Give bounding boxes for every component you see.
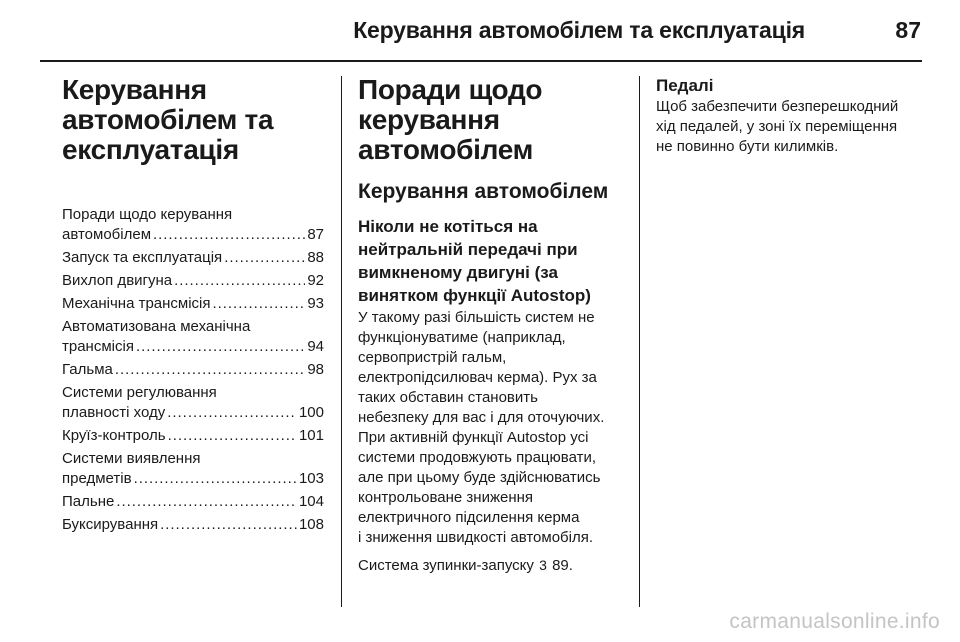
toc-leader-dots <box>116 492 297 512</box>
body-line: електропідсилювач керма). Рух за <box>358 369 597 386</box>
toc-item-exhaust[interactable] <box>62 271 324 291</box>
body-line: контрольоване зниження <box>358 489 534 506</box>
cross-reference-label: Система зупинки-запуску <box>358 557 534 574</box>
toc-item-label: Механічна трансмісія <box>62 295 211 312</box>
toc-leader-dots <box>224 248 305 268</box>
toc-leader-dots <box>213 294 306 314</box>
topic-title-line: Ніколи не котіться на <box>358 217 538 236</box>
chapter-column <box>62 75 324 538</box>
toc-item-ride-control[interactable] <box>62 383 324 423</box>
pedals-paragraph <box>656 97 928 157</box>
toc-leader-dots <box>136 337 305 357</box>
pedals-title: Педалі <box>656 76 714 95</box>
toc-item-towing[interactable] <box>62 515 324 535</box>
toc-item-prefix: Системи виявлення <box>62 450 201 467</box>
chapter-title-line: експлуатація <box>62 134 239 165</box>
chapter-title-line: автомобілем та <box>62 104 274 135</box>
topic-title-line: винятком функції Autostop) <box>358 286 591 305</box>
toc-item-page: 108 <box>298 516 324 533</box>
body-line: хід педалей, у зоні їх переміщення <box>656 118 898 135</box>
toc-item-label: автомобілем <box>62 226 152 243</box>
toc-item-label: Вихлоп двигуна <box>62 272 173 289</box>
toc-item-prefix: Автоматизована механічна <box>62 318 251 335</box>
toc-leader-dots <box>160 515 297 535</box>
body-paragraph <box>358 308 628 548</box>
toc-item-page: 92 <box>307 272 324 289</box>
toc-item-fuel[interactable] <box>62 492 324 512</box>
toc-item-object-detection[interactable] <box>62 449 324 489</box>
section-subtitle: Керування автомобілем <box>358 180 609 203</box>
body-line: не повинно бути килимків. <box>656 138 839 155</box>
body-line: Щоб забезпечити безперешкодний <box>656 98 899 115</box>
page-reference-icon: 3 <box>539 557 547 573</box>
toc-leader-dots <box>167 403 297 423</box>
chapter-title-line: Керування <box>62 74 207 105</box>
body-line: При активній функції Autostop усі <box>358 429 589 446</box>
section-title-line: Поради щодо <box>358 74 543 105</box>
pedals-column <box>656 75 928 157</box>
toc-item-page: 98 <box>307 361 324 378</box>
body-line: електричного підсилення керма <box>358 509 580 526</box>
section-title <box>358 75 628 165</box>
watermark: carmanualsonline.info <box>729 610 940 633</box>
toc-item-page: 101 <box>298 427 324 444</box>
topic-title-line: вимкненому двигуні (за <box>358 263 558 282</box>
toc-item-page: 94 <box>307 338 324 355</box>
column-divider-1 <box>341 76 342 607</box>
toc-item-page: 87 <box>307 226 324 243</box>
running-header-title: Керування автомобілем та експлуатація <box>353 17 805 43</box>
toc-item-prefix: Поради щодо керування <box>62 206 233 223</box>
section-column <box>358 75 628 576</box>
column-divider-2 <box>639 76 640 607</box>
toc-item-driving-hints[interactable] <box>62 205 324 245</box>
toc-item-prefix: Системи регулювання <box>62 384 217 401</box>
toc-leader-dots <box>174 271 305 291</box>
body-line: небезпеку для вас і для оточуючих. <box>358 409 605 426</box>
body-line: і зниження швидкості автомобіля. <box>358 529 593 546</box>
toc-item-cruise-control[interactable] <box>62 426 324 446</box>
toc-leader-dots <box>134 469 297 489</box>
toc-item-label: Круїз-контроль <box>62 427 166 444</box>
topic-title <box>358 215 628 307</box>
toc-item-label: предметів <box>62 470 132 487</box>
section-title-line: керування <box>358 104 500 135</box>
toc-item-brakes[interactable] <box>62 360 324 380</box>
body-line: функціонуватиме (наприклад, <box>358 329 566 346</box>
body-line: таких обставин становить <box>358 389 538 406</box>
toc-item-label: плавності ходу <box>62 404 166 421</box>
toc-leader-dots <box>168 426 297 446</box>
toc-item-page: 93 <box>307 295 324 312</box>
toc-leader-dots <box>153 225 305 245</box>
body-line: але при цьому буде здійснюватись <box>358 469 601 486</box>
toc-item-page: 104 <box>298 493 324 510</box>
toc-leader-dots <box>115 360 305 380</box>
cross-reference-page: 89. <box>552 557 573 574</box>
body-line: У такому разі більшість систем не <box>358 309 595 326</box>
toc-item-starting[interactable] <box>62 248 324 268</box>
toc-item-label: Пальне <box>62 493 115 510</box>
topic-title-line: нейтральній передачі при <box>358 240 578 259</box>
toc-item-label: Запуск та експлуатація <box>62 249 223 266</box>
toc-item-label: Гальма <box>62 361 113 378</box>
chapter-title <box>62 75 324 165</box>
page-number: 87 <box>895 17 921 43</box>
toc-item-manual-transmission[interactable] <box>62 294 324 314</box>
toc-item-page: 88 <box>307 249 324 266</box>
cross-reference[interactable] <box>358 555 628 576</box>
body-line: сервопристрій гальм, <box>358 349 507 366</box>
toc-item-label: Буксирування <box>62 516 159 533</box>
table-of-contents <box>62 205 324 535</box>
body-line: системи продовжують працювати, <box>358 449 597 466</box>
header-divider <box>40 60 922 62</box>
toc-item-automated-transmission[interactable] <box>62 317 324 357</box>
toc-item-label: трансмісія <box>62 338 134 355</box>
toc-item-page: 103 <box>298 470 324 487</box>
section-title-line: автомобілем <box>358 134 534 165</box>
toc-item-page: 100 <box>298 404 324 421</box>
